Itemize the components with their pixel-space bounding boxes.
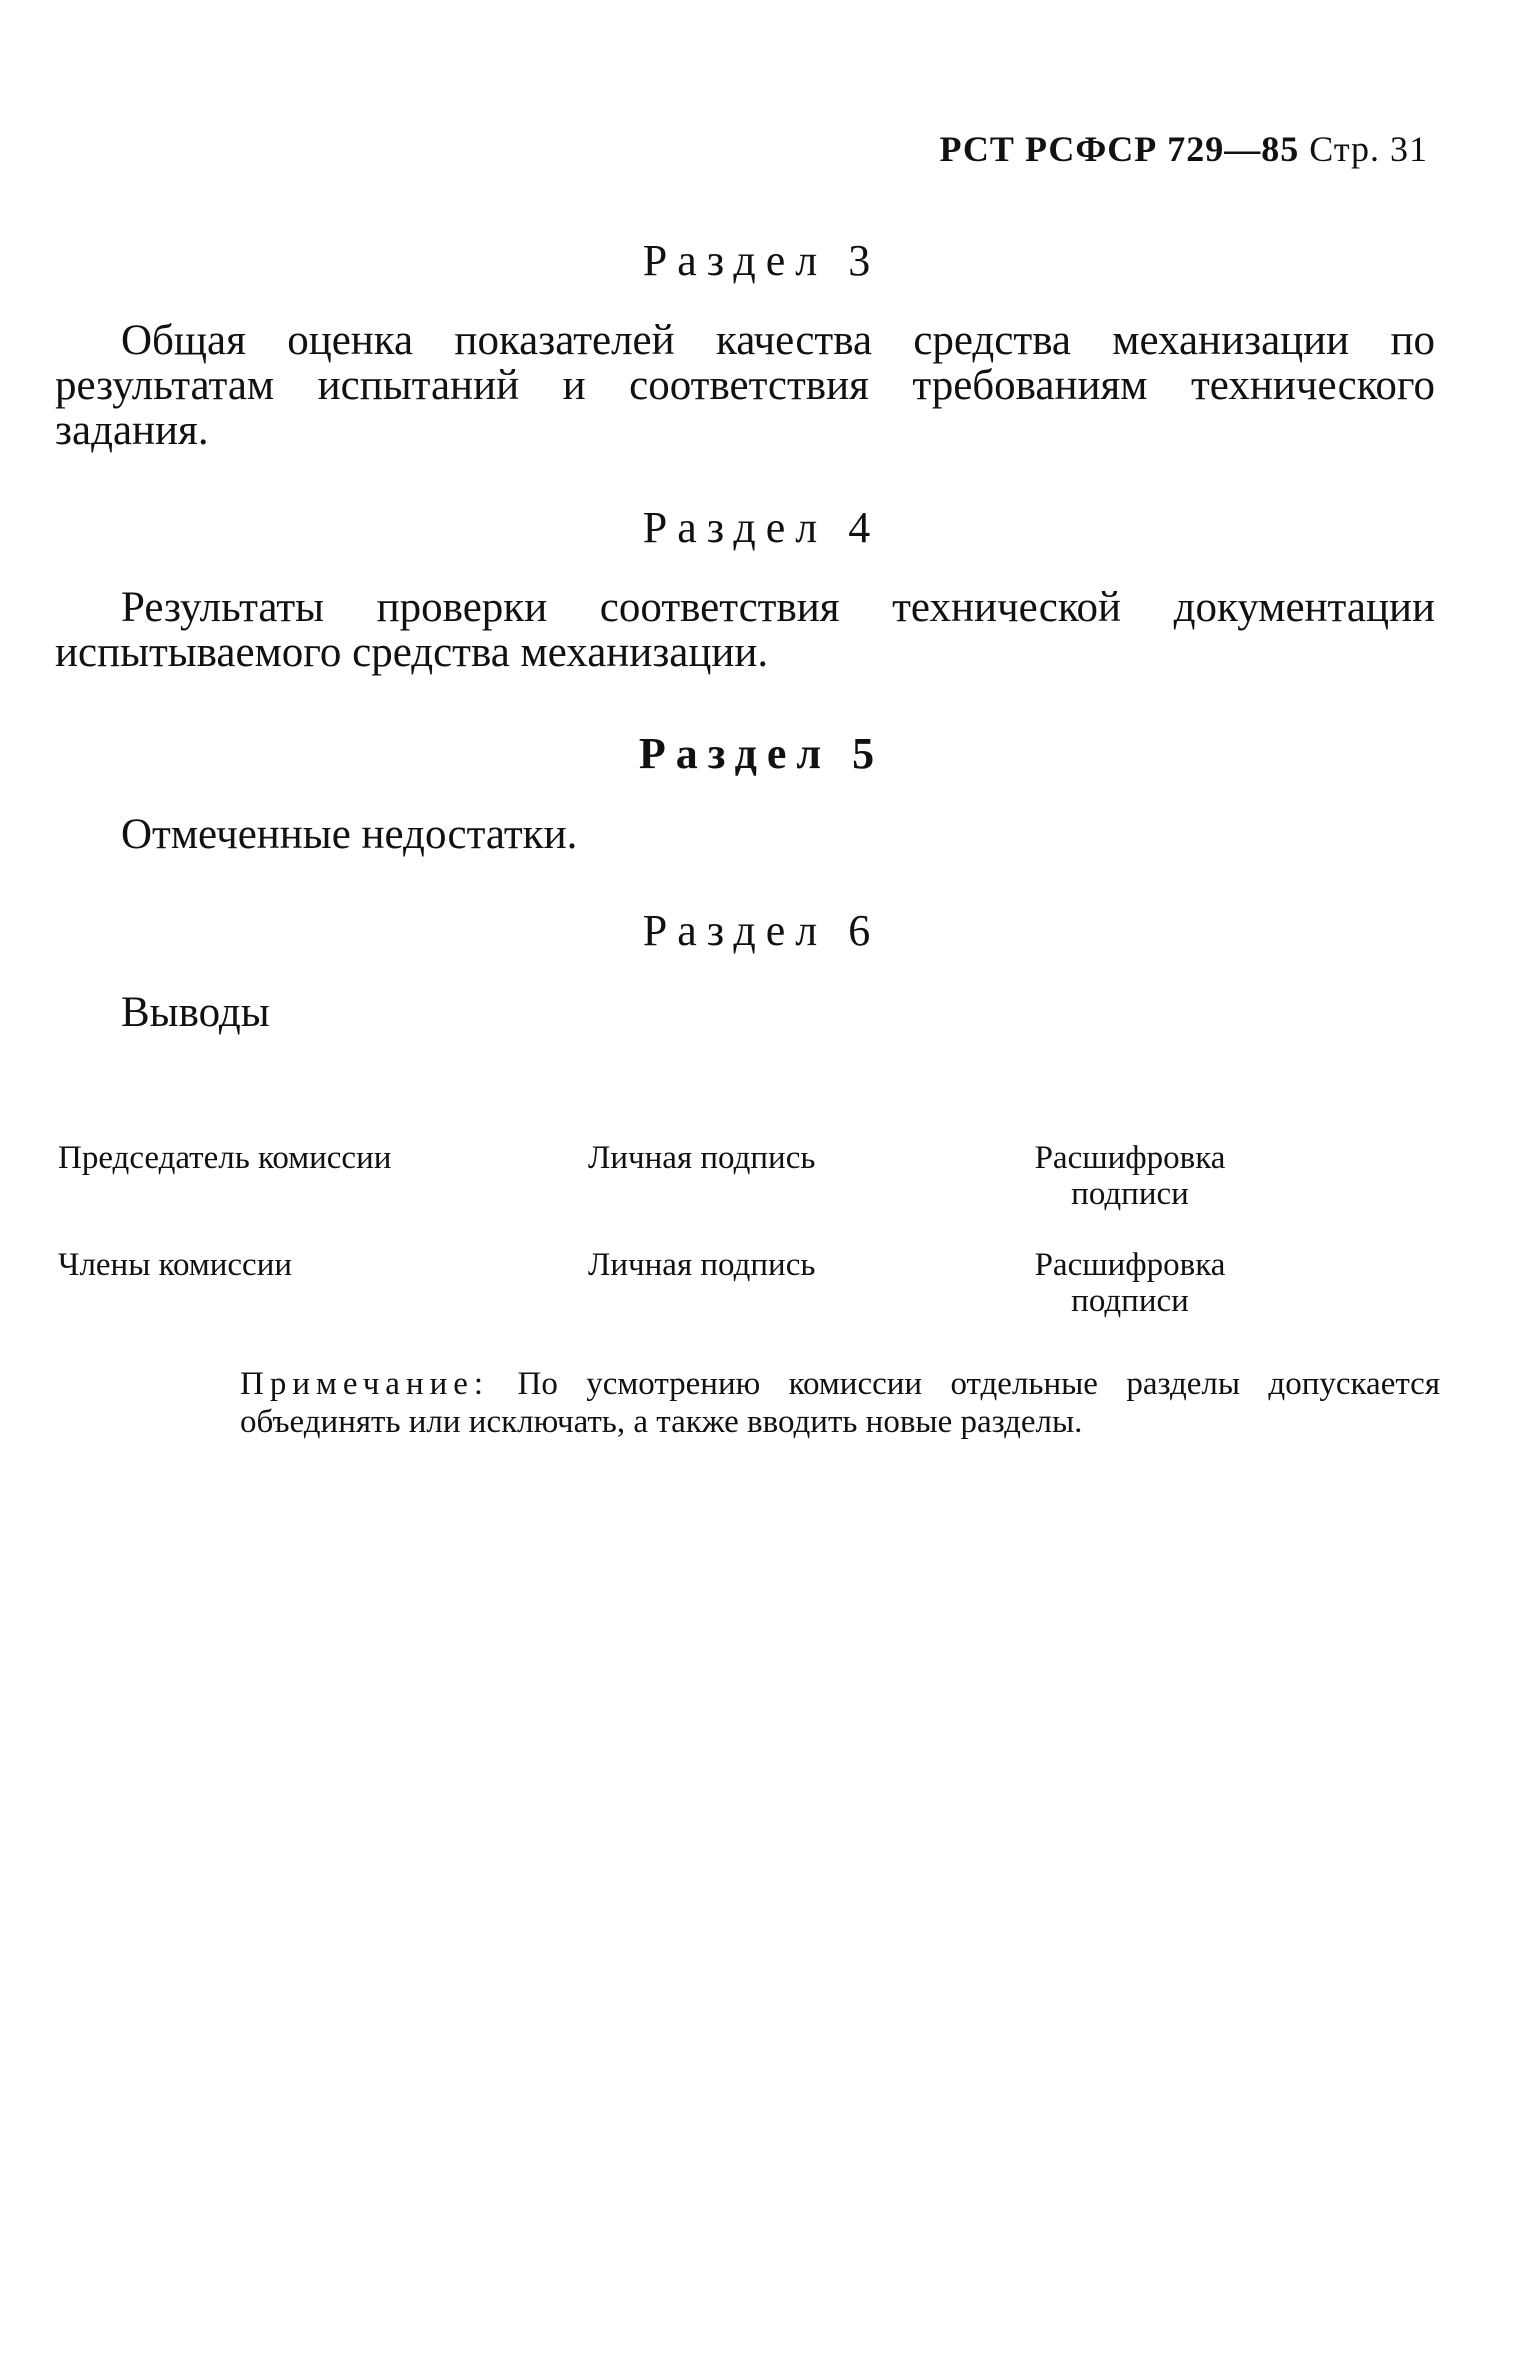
section-4-heading: Раздел 4 [642, 503, 881, 552]
signature-decode [1000, 1140, 1260, 1212]
signature-decode-line2: подписи [1071, 1176, 1189, 1212]
note-label: Примечание: [240, 1366, 490, 1402]
section-6-heading: Раздел 6 [642, 906, 881, 955]
signature-role: Председатель комиссии [58, 1140, 392, 1176]
running-head [940, 128, 1429, 170]
note [240, 1365, 1440, 1441]
signature-role: Члены комиссии [58, 1247, 293, 1283]
signature-decode-line1: Расшифровка [1034, 1140, 1226, 1176]
signature-label: Личная подпись [588, 1140, 816, 1176]
section-3-heading: Раздел 3 [642, 236, 881, 285]
signature-decode-line1: Расшифровка [1034, 1247, 1226, 1283]
section-6-text: Выводы [121, 989, 270, 1036]
signature-label: Личная подпись [588, 1247, 816, 1283]
signature-decode [1000, 1247, 1260, 1319]
note-text: По усмотрению комиссии отдельные разделы допускается объединять или исключать, а также вводить новые разделы. [240, 1366, 1440, 1440]
section-5-heading: Раздел 5 [638, 729, 885, 778]
section-4-text: Результаты проверки соответствия технической документации испытываемого средства механизации. [55, 584, 1435, 676]
signature-decode-line2: подписи [1071, 1283, 1189, 1319]
standard-number: РСТ РСФСР 729—85 [939, 129, 1300, 169]
section-5-text: Отмеченные недостатки. [121, 811, 578, 858]
section-3-text: Общая оценка показателей качества средства механизации по результатам испытаний и соответствия требованиям технического задания. [55, 317, 1435, 454]
page-number: Стр. 31 [1309, 129, 1428, 169]
